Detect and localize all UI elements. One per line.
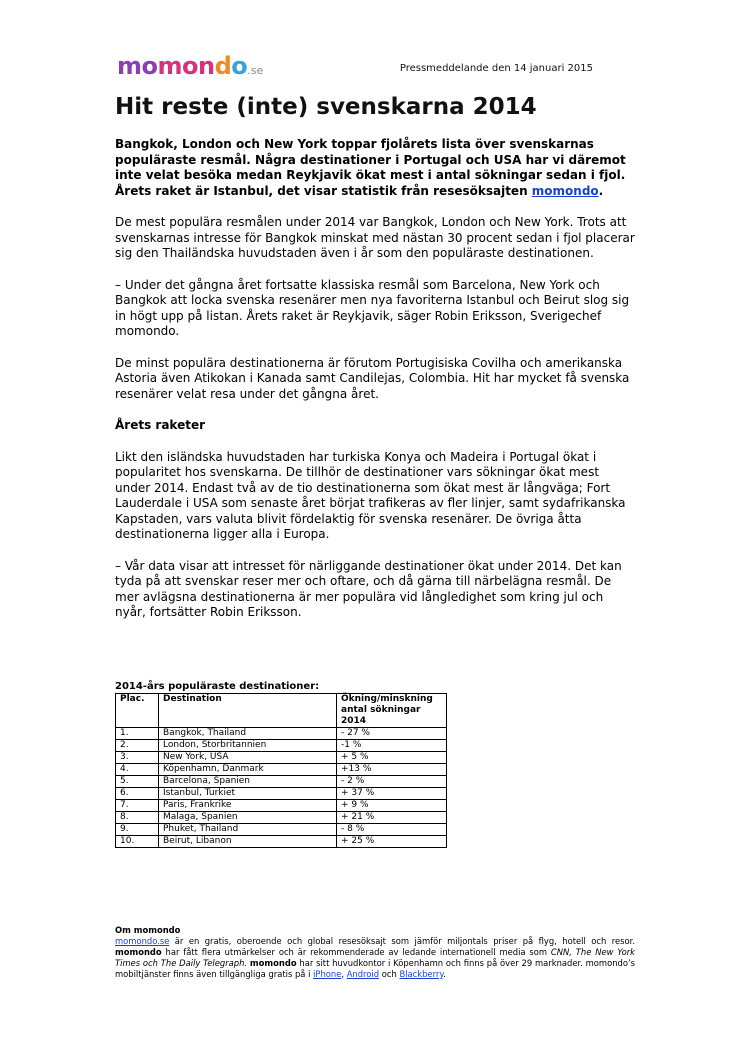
logo-part: d xyxy=(214,52,232,80)
change-cell: + 37 % xyxy=(337,788,447,800)
rank-cell: 7. xyxy=(116,800,159,812)
destination-cell: Paris, Frankrike xyxy=(159,800,337,812)
destination-cell: New York, USA xyxy=(159,752,337,764)
table-header-row xyxy=(116,694,447,728)
change-cell: - 27 % xyxy=(337,728,447,740)
rank-cell: 4. xyxy=(116,764,159,776)
momondo-link[interactable]: momondo xyxy=(531,183,599,198)
about-section xyxy=(115,925,635,980)
press-release-date: Pressmeddelande den 14 januari 2015 xyxy=(399,63,593,74)
brand-name: momondo xyxy=(115,947,162,957)
table-row xyxy=(116,764,447,776)
lead-paragraph xyxy=(115,137,635,199)
rank-cell: 8. xyxy=(116,812,159,824)
logo-part: mo xyxy=(117,52,158,80)
destination-cell: Beirut, Libanon xyxy=(159,836,337,848)
about-text-part: . xyxy=(443,969,446,979)
destinations-table-block xyxy=(115,680,447,848)
destination-cell: Phuket, Thailand xyxy=(159,824,337,836)
destination-cell: Istanbul, Turkiet xyxy=(159,788,337,800)
rank-cell: 1. xyxy=(116,728,159,740)
article-body xyxy=(115,137,635,637)
iphone-link[interactable]: iPhone xyxy=(313,969,342,979)
column-header: Ökning/minskning antal sökningar 2014 xyxy=(337,694,447,728)
lead-text: Bangkok, London och New York toppar fjolårets lista över svenskarnas populäraste resmål. Några destinationer i Portugal och USA har vi däremot inte velat besöka medan Reykjavik ökat mest i antal sökningar sedan i fjol. Årets raket är Istanbul, det visar statistik från resesöksajten xyxy=(115,137,626,198)
table-row xyxy=(116,752,447,764)
rank-cell: 5. xyxy=(116,776,159,788)
body-paragraph: Likt den isländska huvudstaden har turkiska Konya och Madeira i Portugal ökat i popularitet hos svenskarna. De tillhör de destinationer vars sökningar ökat mest under 2014. Endast två av de tio destinationerna som ökat mest är långväga; Fort Lauderdale i USA som senaste året börjat trafikeras av fler linjer, samt sydafrikanska Kapstaden, vars valuta blivit fördelaktig för svenska resenärer. De övriga åtta destinationerna ligger alla i Europa. xyxy=(115,449,626,541)
change-cell: -1 % xyxy=(337,740,447,752)
column-header: Plac. xyxy=(116,694,159,728)
about-text-part: har sitt huvudkontor i Köpenhamn och finns på över 29 marknader. momondo’s mobiltjänster finns även tillgängliga gratis på i xyxy=(115,958,635,979)
rank-cell: 3. xyxy=(116,752,159,764)
logo-part: o xyxy=(231,52,248,80)
table-row xyxy=(116,788,447,800)
table-title: 2014-års populäraste destinationer: xyxy=(115,681,320,692)
destination-cell: Barcelona, Spanien xyxy=(159,776,337,788)
change-cell: +13 % xyxy=(337,764,447,776)
logo-part: mon xyxy=(157,52,215,80)
brand-name: momondo xyxy=(249,958,297,968)
momondo-site-link[interactable]: momondo.se xyxy=(115,936,170,946)
change-cell: - 8 % xyxy=(337,824,447,836)
section-heading: Årets raketer xyxy=(115,418,206,432)
destinations-table xyxy=(115,693,447,848)
logo-suffix: .se xyxy=(247,64,264,77)
table-row xyxy=(116,836,447,848)
blackberry-link[interactable]: Blackberry xyxy=(399,969,444,979)
table-body xyxy=(116,728,447,848)
momondo-logo xyxy=(117,52,263,85)
change-cell: - 2 % xyxy=(337,776,447,788)
page-header xyxy=(117,50,597,86)
change-cell: + 25 % xyxy=(337,836,447,848)
about-text-part: har fått flera utmärkelser och är rekommenderade av ledande internationell media som xyxy=(161,947,551,957)
destination-cell: Bangkok, Thailand xyxy=(159,728,337,740)
change-cell: + 9 % xyxy=(337,800,447,812)
about-text-part: och xyxy=(379,969,400,979)
page-title: Hit reste (inte) svenskarna 2014 xyxy=(115,94,537,120)
destination-cell: Köpenhamn, Danmark xyxy=(159,764,337,776)
body-paragraph: De mest populära resmålen under 2014 var Bangkok, London och New York. Trots att svenskarnas intresse för Bangkok minskat med nästan 30 procent sedan i fjol placerar sig den Thailändska huvudstaden även i år som den populäraste destinationen. xyxy=(115,215,635,260)
table-row xyxy=(116,800,447,812)
lead-end: . xyxy=(598,183,604,198)
table-row xyxy=(116,740,447,752)
about-heading: Om momondo xyxy=(115,925,181,935)
table-row xyxy=(116,728,447,740)
table-row xyxy=(116,824,447,836)
destination-cell: Malaga, Spanien xyxy=(159,812,337,824)
about-text xyxy=(115,936,635,980)
rank-cell: 2. xyxy=(116,740,159,752)
about-text-part: , xyxy=(341,969,347,979)
body-paragraph: De minst populära destinationerna är förutom Portugisiska Covilha och amerikanska Astoria även Atikokan i Kanada samt Candilejas, Colombia. Hit har mycket få svenska resenärer velat resa under det gångna året. xyxy=(115,355,630,401)
table-row xyxy=(116,812,447,824)
column-header: Destination xyxy=(159,694,337,728)
rank-cell: 10. xyxy=(116,836,159,848)
about-text-part: är en gratis, oberoende och global resesöksajt som jämför miljontals priser på flyg, hotell och resor. xyxy=(169,936,635,946)
body-paragraph: – Vår data visar att intresset för närliggande destinationer ökat under 2014. Det kan tyda på att svenskar reser mer och oftare, och då gärna till närbelägna resmål. De mer avlägsna destinationerna är mer populära vid långledighet som kring jul och nyår, fortsätter Robin Eriksson. xyxy=(115,558,622,619)
destination-cell: London, Storbritannien xyxy=(159,740,337,752)
change-cell: + 5 % xyxy=(337,752,447,764)
rank-cell: 6. xyxy=(116,788,159,800)
body-paragraph: – Under det gångna året fortsatte klassiska resmål som Barcelona, New York och Bangkok att locka svenska resenärer men nya favoriterna Istanbul och Beirut slog sig in högt upp på listan. Årets raket är Reykjavik, säger Robin Eriksson, Sverigechef momondo. xyxy=(115,277,630,338)
media-list: CNN, The New York Times och The Daily Telegraph. xyxy=(115,947,635,968)
android-link[interactable]: Android xyxy=(346,969,380,979)
change-cell: + 21 % xyxy=(337,812,447,824)
rank-cell: 9. xyxy=(116,824,159,836)
table-row xyxy=(116,776,447,788)
